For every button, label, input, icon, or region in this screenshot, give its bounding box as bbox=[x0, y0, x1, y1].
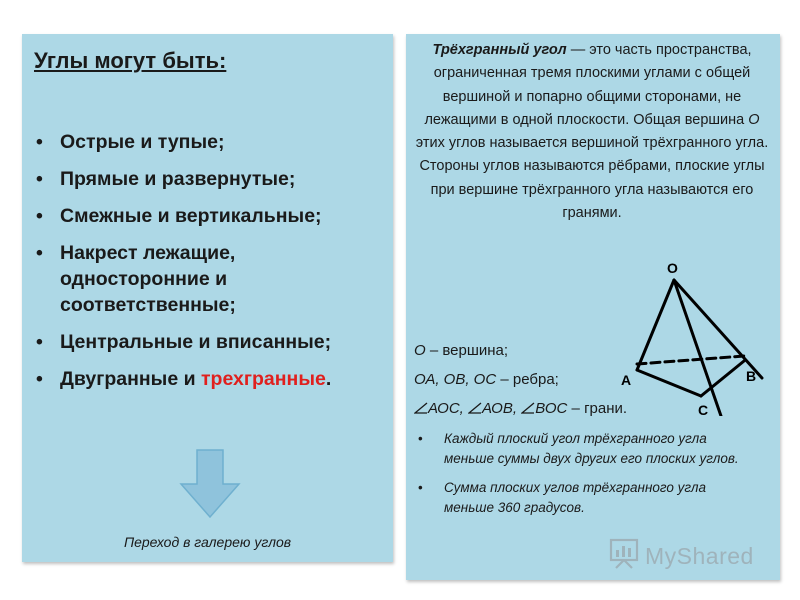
fact-vertex-symbol: О bbox=[414, 342, 426, 359]
left-heading: Углы могут быть: bbox=[34, 48, 227, 73]
edge-ob bbox=[674, 280, 762, 378]
label-b: B bbox=[746, 368, 757, 384]
note-text: Сумма плоских углов трёхгранного угла меньше 360 градусов. bbox=[444, 480, 707, 515]
fact-edges-symbols: ОА, ОВ, ОС bbox=[414, 371, 497, 388]
list-item-text: Острые и тупые; bbox=[60, 131, 225, 153]
right-panel bbox=[406, 34, 780, 580]
fact-faces bbox=[414, 394, 674, 423]
list-item bbox=[36, 129, 386, 155]
bullet: • bbox=[36, 242, 43, 264]
fact-edges-text: – ребра; bbox=[496, 371, 559, 388]
face-aoc: АОС, bbox=[428, 400, 464, 417]
bullet: • bbox=[36, 168, 43, 190]
list-item-text: Центральные и вписанные; bbox=[60, 331, 332, 353]
definition-paragraph bbox=[414, 39, 770, 225]
list-item bbox=[36, 203, 386, 229]
label-o: O bbox=[667, 260, 678, 276]
angle-icon bbox=[468, 402, 482, 414]
definition-text: — это часть пространства, ограниченная тремя плоскими углами с общей вершиной и попарно общими сторонами, не лежащими в одной плоскости. Общая вершина bbox=[424, 42, 752, 128]
bullet: • bbox=[36, 368, 43, 390]
fact-vertex-text: – вершина; bbox=[425, 342, 509, 359]
fact-vertex bbox=[414, 336, 674, 365]
angle-types-list bbox=[36, 129, 386, 403]
trihedral-highlight-link[interactable]: трехгранные bbox=[201, 368, 326, 390]
definition-text: этих углов называется вершиной трёхгранного угла. Стороны углов называются рёбрами, плоские углы при вершине трёхгранного угла называются его гранями. bbox=[415, 135, 769, 222]
vertex-symbol: О bbox=[748, 111, 760, 128]
list-item bbox=[36, 166, 386, 192]
notes-list bbox=[412, 429, 757, 527]
note-text: Каждый плоский угол трёхгранного угла меньше суммы двух других его плоских углов. bbox=[444, 431, 739, 466]
list-item bbox=[36, 329, 386, 355]
label-c: C bbox=[698, 402, 709, 416]
down-arrow-button[interactable] bbox=[178, 448, 242, 520]
bullet: • bbox=[36, 205, 43, 227]
list-item bbox=[412, 429, 757, 468]
list-item[interactable] bbox=[36, 366, 386, 392]
watermark-text: MyShared bbox=[645, 543, 754, 569]
list-item-end: . bbox=[325, 368, 332, 390]
label-a: A bbox=[621, 372, 632, 388]
angle-icon bbox=[414, 402, 428, 414]
face-boc: ВОС bbox=[535, 400, 568, 417]
list-item-text: Двугранные и bbox=[60, 368, 201, 390]
bullet: • bbox=[418, 480, 423, 495]
gallery-link[interactable]: Переход в галерею углов bbox=[123, 534, 292, 550]
fact-edges bbox=[414, 365, 674, 394]
bullet: • bbox=[36, 131, 43, 153]
list-item-text: Смежные и вертикальные; bbox=[60, 205, 322, 227]
face-aob: АОВ, bbox=[482, 400, 518, 417]
bullet: • bbox=[418, 431, 423, 446]
facts-block bbox=[414, 336, 674, 423]
left-panel bbox=[22, 34, 393, 562]
bullet: • bbox=[36, 331, 43, 353]
list-item bbox=[36, 240, 386, 318]
list-item bbox=[412, 478, 757, 517]
fact-faces-text: – грани. bbox=[567, 400, 628, 417]
list-item-text: Прямые и развернутые; bbox=[60, 168, 296, 190]
angle-icon bbox=[521, 402, 535, 414]
list-item-text: Накрест лежащие, односторонние и соответственные; bbox=[60, 242, 236, 316]
definition-term: Трёхгранный угол bbox=[432, 42, 567, 58]
watermark-logo bbox=[608, 537, 768, 573]
presentation-board-icon bbox=[608, 537, 642, 569]
